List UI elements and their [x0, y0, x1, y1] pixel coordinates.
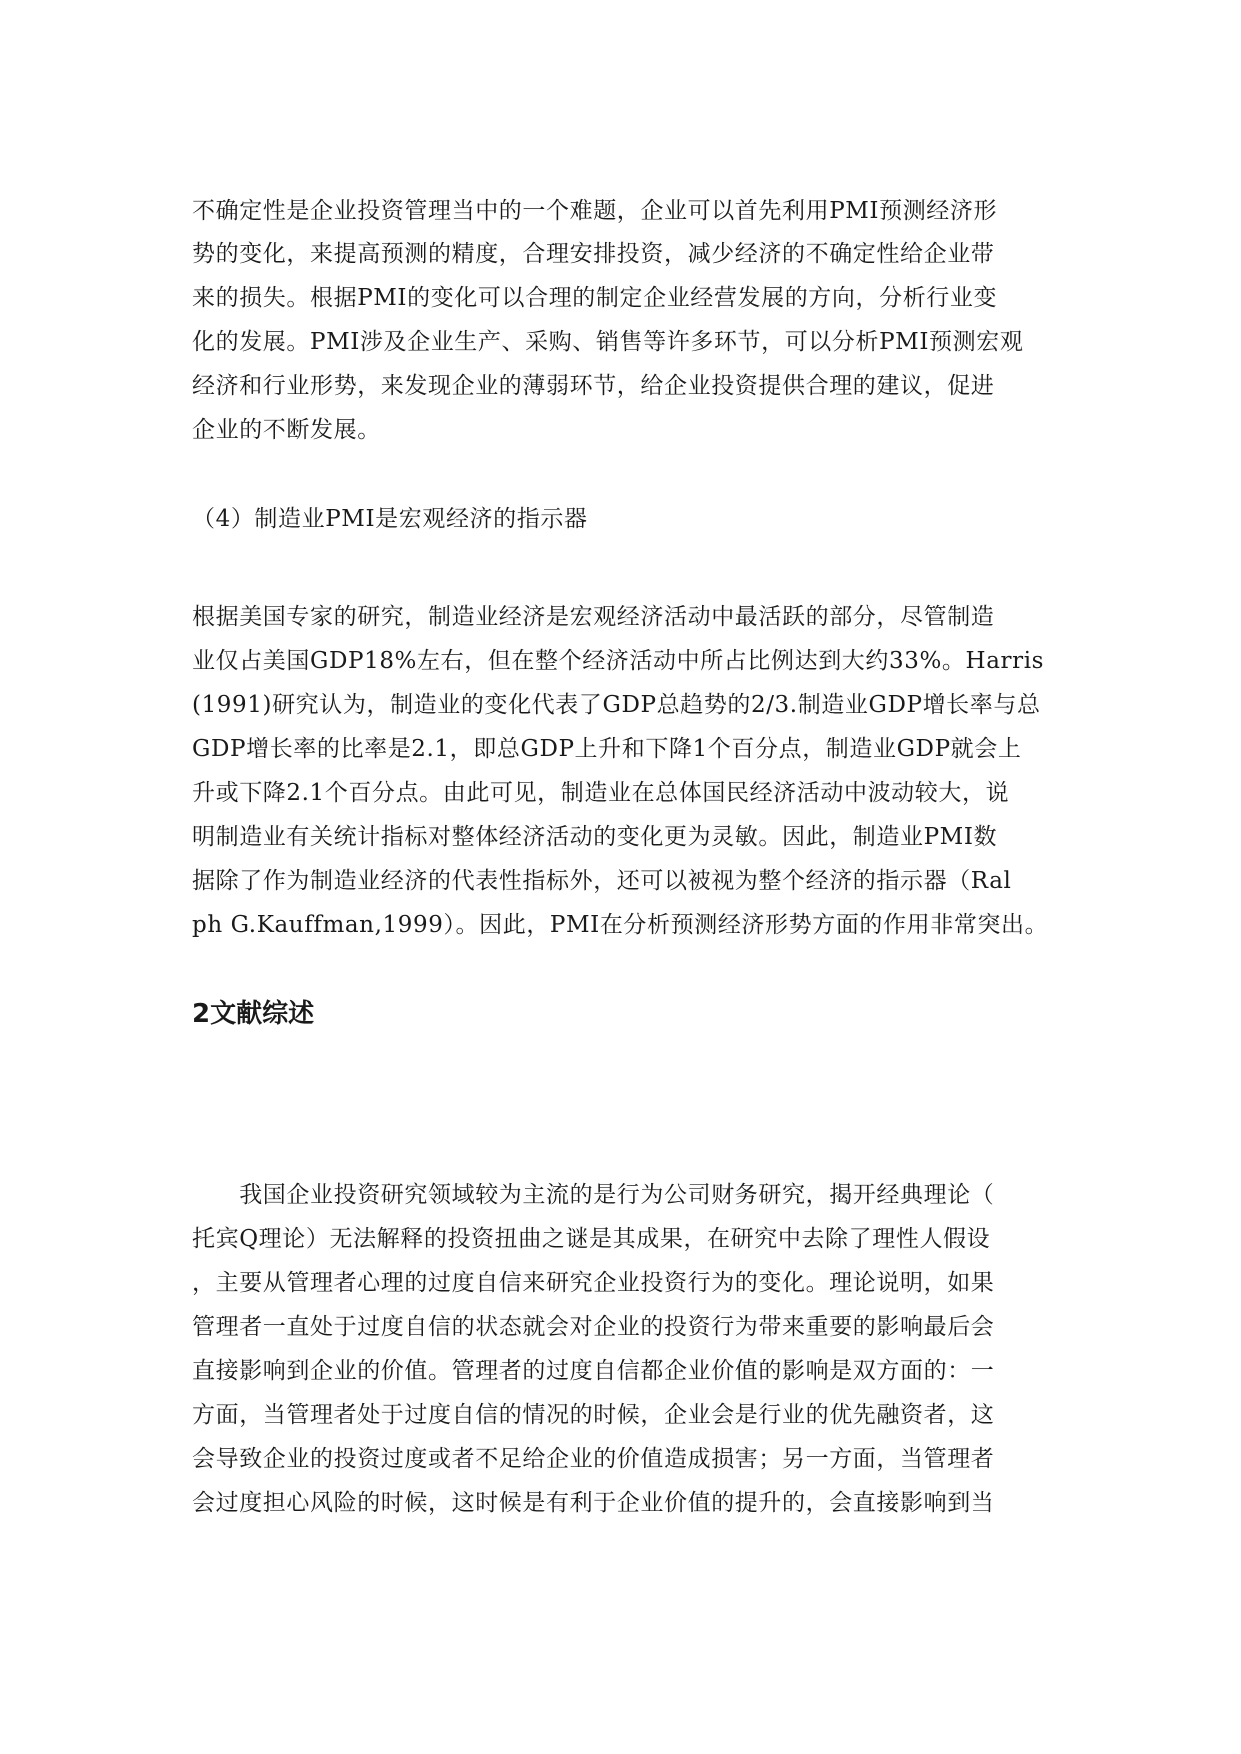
text-line: ph G.Kauffman,1999）。因此，PMI在分析预测经济形势方面的作用非常突出。	[192, 912, 1049, 938]
text-line: 托宾Q理论）无法解释的投资扭曲之谜是其成果，在研究中去除了理性人假设	[192, 1226, 991, 1252]
text-line: 会导致企业的投资过度或者不足给企业的价值造成损害；另一方面，当管理者	[192, 1446, 995, 1472]
text-line: 升或下降2.1个百分点。由此可见，制造业在总体国民经济活动中波动较大，说	[192, 780, 1010, 806]
text-line: 会过度担心风险的时候，这时候是有利于企业价值的提升的，会直接影响到当	[192, 1490, 995, 1516]
text-line: 根据美国专家的研究，制造业经济是宏观经济活动中最活跃的部分，尽管制造	[192, 604, 995, 630]
text-line: (1991)研究认为，制造业的变化代表了GDP总趋势的2/3.制造业GDP增长率与总	[192, 692, 1041, 718]
text-line: 业仅占美国GDP18%左右，但在整个经济活动中所占比例达到大约33%。Harris	[192, 648, 1045, 674]
text-line: 企业的不断发展。	[192, 417, 381, 443]
text-line: ，主要从管理者心理的过度自信来研究企业投资行为的变化。理论说明，如果	[192, 1270, 995, 1296]
section-heading: 2文献综述	[192, 999, 315, 1029]
text-line: 经济和行业形势，来发现企业的薄弱环节，给企业投资提供合理的建议，促进	[192, 373, 995, 399]
text-line: 我国企业投资研究领域较为主流的是行为公司财务研究，揭开经典理论（	[192, 1182, 995, 1208]
text-line: 管理者一直处于过度自信的状态就会对企业的投资行为带来重要的影响最后会	[192, 1314, 995, 1340]
text-line: 来的损失。根据PMI的变化可以合理的制定企业经营发展的方向，分析行业变	[192, 285, 998, 311]
text-line: 据除了作为制造业经济的代表性指标外，还可以被视为整个经济的指示器（Ral	[192, 868, 1012, 894]
subheading: （4）制造业PMI是宏观经济的指示器	[192, 506, 588, 532]
text-line: 明制造业有关统计指标对整体经济活动的变化更为灵敏。因此，制造业PMI数	[192, 824, 998, 850]
text-line: 不确定性是企业投资管理当中的一个难题，企业可以首先利用PMI预测经济形	[192, 198, 998, 224]
text-line: 方面，当管理者处于过度自信的情况的时候，企业会是行业的优先融资者，这	[192, 1402, 995, 1428]
text-line: GDP增长率的比率是2.1，即总GDP上升和下降1个百分点，制造业GDP就会上	[192, 736, 1022, 762]
text-line: 直接影响到企业的价值。管理者的过度自信都企业价值的影响是双方面的：一	[192, 1358, 995, 1384]
text-line: 化的发展。PMI涉及企业生产、采购、销售等许多环节，可以分析PMI预测宏观	[192, 329, 1024, 355]
text-line: 势的变化，来提高预测的精度，合理安排投资，减少经济的不确定性给企业带	[192, 241, 995, 267]
